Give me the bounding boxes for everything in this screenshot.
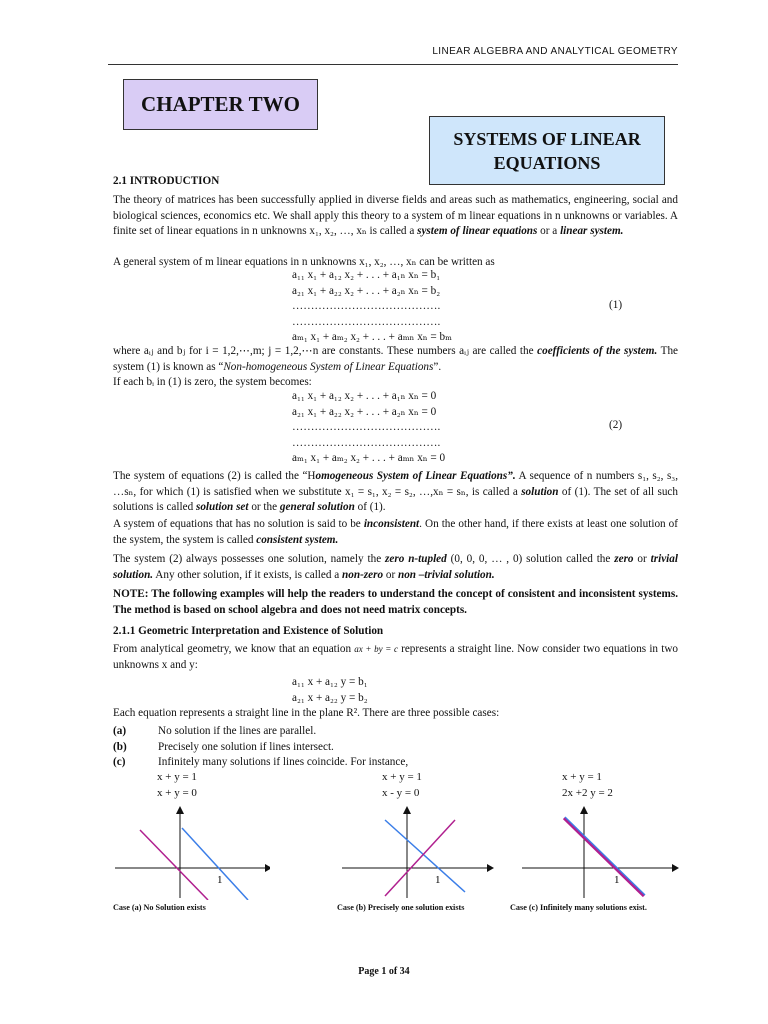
figure-c-tick-label: 1 [614,874,620,886]
term-non-homogeneous: Non-homogeneous System of Linear Equations [223,360,434,373]
term-homogeneous: omogeneous System of Linear Equations”. [315,470,516,482]
term-solution: solution [521,485,559,498]
case-label: (c) [113,756,126,769]
intro-paragraph-3 [113,344,678,375]
term-consistent-system: consistent system. [256,533,339,546]
intro-paragraph-6 [113,517,678,548]
term-trivial-solution: trivial solution. [113,553,678,581]
figure-a-x-arrow [265,864,270,872]
system-1-row: aₘ₁ x₁ + aₘ₂ x₂ + . . . + aₘₙ xₙ = bₘ [292,331,452,343]
figure-b-equations [382,770,422,801]
figure-a-eq1: x + y = 1 [157,771,197,783]
case-item [113,724,593,740]
term-linear-system: linear system. [560,225,624,238]
system-1-row: a₂₁ x₁ + a₂₂ x₂ + . . . + a₂ₙ xₙ = b₂ [292,284,441,297]
case-text: No solution if the lines are parallel. [158,725,317,737]
figure-b-tick-label: 1 [435,874,441,886]
intro-p3-end: ”. [433,360,442,373]
figure-c-caption: Case (c) Infinitely many solutions exist. [510,903,647,912]
figure-b-x-arrow [487,864,494,872]
case-text: Precisely one solution if lines intersect. [158,740,334,753]
figure-a-graph [110,800,270,900]
case-text: Infinitely many solutions if lines coincide. For instance, [158,756,409,769]
equation-number-2: (2) [609,419,623,431]
figure-a-line-x-plus-y-0 [140,830,208,900]
intro-p5-text: The system of equations (2) is called the “H [113,470,316,482]
figure-a-tick-label: 1 [217,874,223,886]
system-1-row: a₁₁ x₁ + a₁₂ x₂ + . . . + a₁ₙ xₙ = b₁ [292,269,441,281]
two-eq-row: a₂₁ x + a₂₂ y = b₂ [292,691,368,704]
term-solution-set: solution set [195,501,249,514]
intro-paragraph-2: A general system of m linear equations in n unknowns x₁, x₂, …, xₙ can be written as [113,256,495,268]
intro-paragraph-7 [113,552,678,583]
intro-p6-text-2: . On the other hand, if there exists at least one solution of the system, the system is called [113,518,678,546]
system-2-row: …………………………………. [292,421,441,433]
geometric-paragraph-1 [113,642,678,673]
intro-p3-text: where aᵢⱼ and bⱼ for i = 1,2,⋯,m; j = 1,2,⋯n are constants. These numbers aᵢⱼ are called the [113,345,538,357]
case-label: (b) [113,740,127,753]
intro-p5-text-4: or the [248,501,280,514]
intro-p7-text-2: (0, 0, 0, … , 0) solution called the [446,553,615,565]
term-non-trivial-solution: non –trivial solution. [397,568,495,581]
figure-c-x-arrow [672,864,679,872]
figure-c-eq1: x + y = 1 [562,771,602,783]
header-rule [108,64,678,65]
term-system-linear-equations: system of linear equations [417,225,538,238]
term-zero-n-tupled: zero n-tupled [385,553,447,565]
intro-paragraph-1 [113,193,678,240]
intro-heading: 2.1 INTRODUCTION [113,175,220,187]
figure-a-y-arrow [176,806,184,814]
page-number: Page 1 of 34 [358,966,410,977]
figure-c-line-2x-plus-2y-2 [564,818,644,896]
equation-number-1: (1) [609,299,623,311]
running-header: LINEAR ALGEBRA AND ANALYTICAL GEOMETRY [432,46,678,57]
intro-p5-end: of (1). [354,501,386,514]
figure-a-line-x-plus-y-1 [182,828,248,900]
intro-p7-or: or [633,553,651,565]
two-eq-row: a₁₁ x + a₁₂ y = b₁ [292,676,368,688]
intro-p7-text-3: Any other solution, if it exists, is called a [153,568,343,581]
figure-c-line-x-plus-y-1 [565,817,645,895]
figure-b-eq2: x - y = 0 [382,786,420,799]
system-1-row: …………………………………. [292,300,441,312]
figure-a-eq2: x + y = 0 [157,786,197,799]
two-equation-system [292,675,368,706]
figure-b-line-x-plus-y-1 [385,820,465,892]
term-zero: zero [614,553,634,565]
figure-a-caption: Case (a) No Solution exists [113,903,206,912]
system-2-row: …………………………………. [292,436,441,449]
term-general-solution: general solution [279,501,355,514]
line-equation-inline: ax + by = c [354,644,398,654]
intro-paragraph-5 [113,469,678,516]
case-label: (a) [113,725,127,737]
figure-c-y-arrow [580,806,588,814]
figure-c-graph [512,800,682,900]
intro-p3-text-2: The system (1) is known as “ [113,345,679,373]
system-2-row: a₂₁ x₁ + a₂₂ x₂ + . . . + a₂ₙ xₙ = 0 [292,405,437,418]
intro-p5-text-3: of (1). The set of all such solutions is called [113,485,678,514]
figure-b-y-arrow [403,806,411,814]
figure-c-equations [562,770,613,801]
intro-paragraph-4: If each bᵢ in (1) is zero, the system becomes: [113,376,312,388]
system-1 [292,268,452,346]
system-2-row: a₁₁ x₁ + a₁₂ x₂ + . . . + a₁ₙ xₙ = 0 [292,390,437,402]
geometric-p1-text-2: represents a straight line. Now consider two equations in two unknowns x and y: [113,643,678,671]
geometric-p1-text: From analytical geometry, we know that an equation [113,643,355,655]
intro-p7-text: The system (2) always possesses one solution, namely the [113,553,386,565]
cases-list [113,724,593,771]
system-2 [292,389,445,467]
case-item [113,755,593,771]
note-paragraph: NOTE: The following examples will help the readers to understand the concept of consistent and inconsistent systems. The method is based on school algebra and does not need matrix concepts. [113,588,678,616]
system-2-row: aₘ₁ x₁ + aₘ₂ x₂ + . . . + aₘₙ xₙ = 0 [292,452,446,464]
intro-p1-or: or a [537,225,561,238]
chapter-label-box: CHAPTER TWO [123,79,318,130]
intro-p7-or-2: or [383,568,398,581]
figure-b-line-x-minus-y-0 [385,820,455,896]
case-item [113,740,593,756]
figure-c-eq2: 2x +2 y = 2 [562,786,613,799]
term-coefficients: coefficients of the system. [537,345,658,357]
figure-b-caption: Case (b) Precisely one solution exists [337,903,465,912]
intro-p1-text: The theory of matrices has been successfully applied in diverse fields and areas such as mathematics, engineering, social and biological sciences, economics etc. We shall apply this theory to a system of m linear equations in n unknowns or variables. A finite set of linear equations in n unknowns x₁, x₂, …, xₙ is called a [113,194,678,238]
figure-b-graph [337,800,497,900]
chapter-title-box: SYSTEMS OF LINEAR EQUATIONS [429,116,665,185]
figure-a-equations [157,770,197,801]
geometric-heading: 2.1.1 Geometric Interpretation and Existence of Solution [113,625,384,637]
term-non-zero: non-zero [342,568,384,581]
intro-p5-text-2: A sequence of n numbers s₁, s₂, s₃, …sₙ, for which (1) is satisfied when we substitute x₁ = s₁, x₂ = s₂, …,xₙ = sₙ, is called a [113,470,679,498]
system-1-row: …………………………………. [292,315,441,328]
figure-b-eq1: x + y = 1 [382,771,422,783]
geometric-paragraph-2: Each equation represents a straight line in the plane R². There are three possible cases: [113,707,500,719]
intro-p6-text: A system of equations that has no solution is said to be [113,518,364,530]
term-inconsistent: inconsistent [363,518,420,530]
